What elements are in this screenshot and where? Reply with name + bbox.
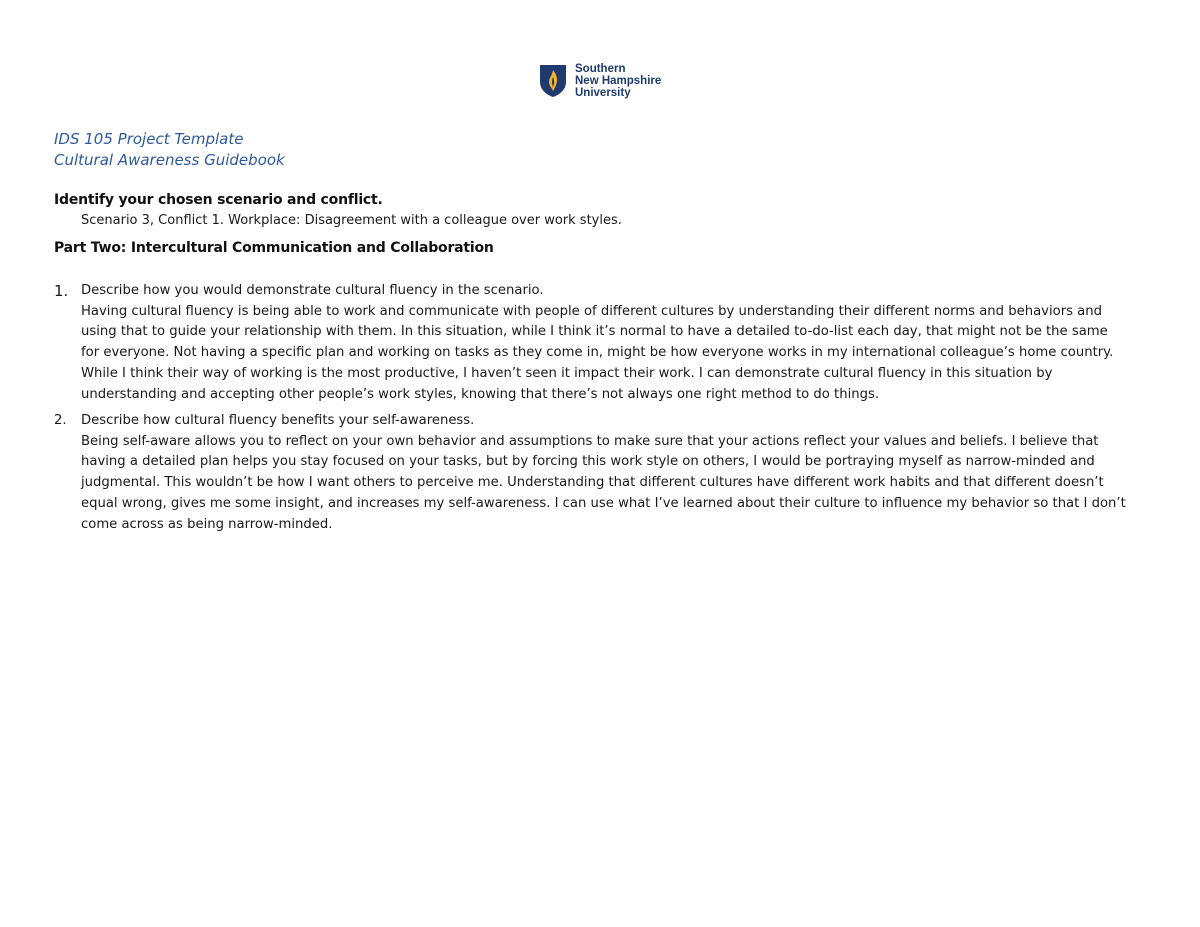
logo-line-2: New Hampshire (575, 75, 662, 87)
section-heading-part-two: Part Two: Intercultural Communication and Collaboration (54, 240, 494, 256)
answer-line: Being self-aware allows you to reflect on your own behavior and assumptions to make sure that your actions reflect your values and beliefs. I believe that (81, 433, 1099, 449)
list-item (54, 281, 1113, 405)
list-item-body (81, 411, 1126, 535)
university-logo (539, 63, 661, 99)
answer-line: come across as being narrow-minded. (81, 516, 333, 532)
section-heading-scenario: Identify your chosen scenario and conflict. (54, 192, 383, 208)
shield-icon (539, 64, 567, 98)
logo-line-3: University (575, 87, 631, 99)
list-item-number: 2. (54, 413, 67, 428)
logo-wordmark (575, 63, 661, 99)
document-title: IDS 105 Project Template (54, 130, 244, 148)
question-prompt: Describe how you would demonstrate cultural fluency in the scenario. (81, 283, 544, 298)
answer-line: for everyone. Not having a specific plan and working on tasks as they come in, might be how everyone works in my international colleague’s home country. (81, 345, 1114, 361)
logo-line-1: Southern (575, 63, 626, 75)
answer-line: Having cultural fluency is being able to work and communicate with people of different cultures by understanding their different norms and behaviors and (81, 303, 1102, 319)
title-block (54, 129, 285, 171)
scenario-text: Scenario 3, Conflict 1. Workplace: Disagreement with a colleague over work styles. (81, 213, 622, 228)
answer-line: using that to guide your relationship with them. In this situation, while I think it’s normal to have a detailed to-do-list each day, that might not be the same (81, 324, 1108, 340)
document-subtitle: Cultural Awareness Guidebook (54, 151, 285, 169)
list-item (54, 411, 1126, 535)
answer-line: equal wrong, gives me some insight, and increases my self-awareness. I can use what I’ve learned about their culture to influence my behavior so that I don’t (81, 495, 1126, 511)
answer-line: having a detailed plan helps you stay focused on your tasks, but by forcing this work style on others, I would be portraying myself as narrow-minded and (81, 454, 1095, 470)
list-item-body (81, 281, 1113, 405)
question-prompt: Describe how cultural fluency benefits your self-awareness. (81, 413, 475, 428)
list-item-number: 1. (54, 282, 69, 300)
answer-line: understanding and accepting other people’s work styles, knowing that there’s not always one right method to do things. (81, 386, 880, 402)
answer-line: judgmental. This wouldn’t be how I want others to perceive me. Understanding that different cultures have different work habits and that different doesn’t (81, 475, 1104, 491)
answer-line: While I think their way of working is the most productive, I haven’t seen it impact their work. I can demonstrate cultural fluency in this situation by (81, 365, 1053, 381)
